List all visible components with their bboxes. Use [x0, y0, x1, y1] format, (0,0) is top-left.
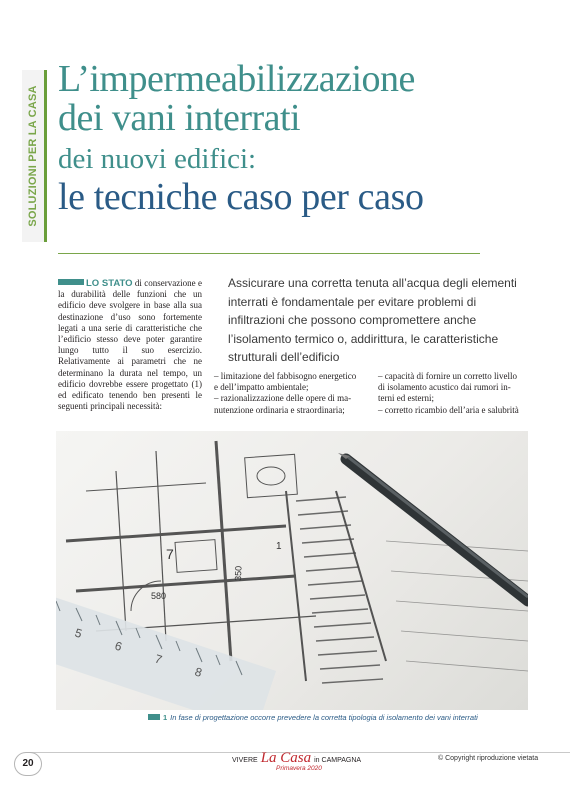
- list-line: e dell’impatto ambientale;: [214, 382, 309, 393]
- blueprint-photo: [56, 431, 528, 710]
- caption-text: In fase di progettazione occorre prevedere la corretta tipologia di isolamento dei vani interrati: [170, 713, 478, 722]
- page-number: 20: [14, 752, 42, 776]
- lead-paragraph: Assicurare una corretta tenuta all’acqua degli elementi interrati è fondamentale per evitare problemi di infiltrazioni che possono compromettere anche l’isolamento termico o, addirittura, le caratteristiche strutturali dell’edificio: [228, 276, 517, 364]
- plan-dimension: 1: [276, 541, 282, 552]
- issue-season: Primavera 2020: [276, 765, 322, 772]
- ruler-mark: 8: [193, 664, 204, 680]
- blueprint-illustration: [56, 431, 528, 710]
- list-line: di isolamento acustico dai rumori in-: [378, 382, 511, 393]
- list-line: – capacità di fornire un corretto livello: [378, 371, 517, 381]
- section-sidebar: [22, 70, 47, 242]
- section-label: SOLUZIONI PER LA CASA: [27, 85, 39, 227]
- copyright-notice: © Copyright riproduzione vietata: [438, 755, 539, 762]
- brand-logo: La Casa: [260, 750, 312, 766]
- caption-number: 1: [163, 713, 168, 722]
- magazine-masthead: [232, 750, 362, 772]
- headline-divider: [58, 253, 480, 254]
- plan-dimension: 7: [166, 546, 174, 562]
- list-line: nutenzione ordinaria e straordinaria;: [214, 404, 345, 415]
- requirements-column-1: [214, 371, 364, 416]
- intro-dropword: LO STATO: [86, 278, 133, 289]
- article-headline: [58, 60, 558, 218]
- requirements-column-2: [378, 371, 528, 416]
- photo-caption: [148, 713, 528, 722]
- intro-text: di conservazione e la durabilità delle funzioni che un edificio deve svolgere in base alla sua destinazione d’uso sono fortemente legati a una serie di caratteristiche che l’edificio stesso deve poter garantire lungo tutto il suo esercizio. Relativamente ai parametri che ne determinano la durata nel tempo, un edificio dovrebbe essere progettato (1) ed edificato tenendo ben presenti le seguenti principali necessità:: [58, 278, 203, 412]
- list-line: – limitazione del fabbisogno energetico: [214, 371, 357, 381]
- headline-line-3: dei nuovi edifici:: [58, 143, 257, 175]
- caption-bar: [148, 714, 160, 720]
- ruler-mark: 7: [153, 651, 164, 667]
- headline-line-1: L’impermeabilizzazione: [58, 58, 415, 100]
- list-line: terni ed esterni;: [378, 393, 434, 404]
- list-line: – corretto ricambio dell’aria e salubrità: [378, 404, 519, 415]
- intro-paragraph: [58, 278, 202, 412]
- dropcap-bar: [58, 279, 84, 285]
- plan-dimension: 350: [233, 565, 244, 582]
- headline-line-4: le tecniche caso per caso: [58, 176, 424, 218]
- list-line: – razionalizzazione delle opere di ma-: [214, 393, 352, 404]
- headline-line-2: dei vani interrati: [58, 97, 301, 139]
- ruler-mark: 5: [73, 625, 84, 641]
- mast-pre: VIVERE: [232, 757, 258, 764]
- ruler-mark: 6: [113, 638, 124, 654]
- mast-post: in CAMPAGNA: [314, 757, 362, 764]
- plan-dimension: 580: [151, 591, 167, 601]
